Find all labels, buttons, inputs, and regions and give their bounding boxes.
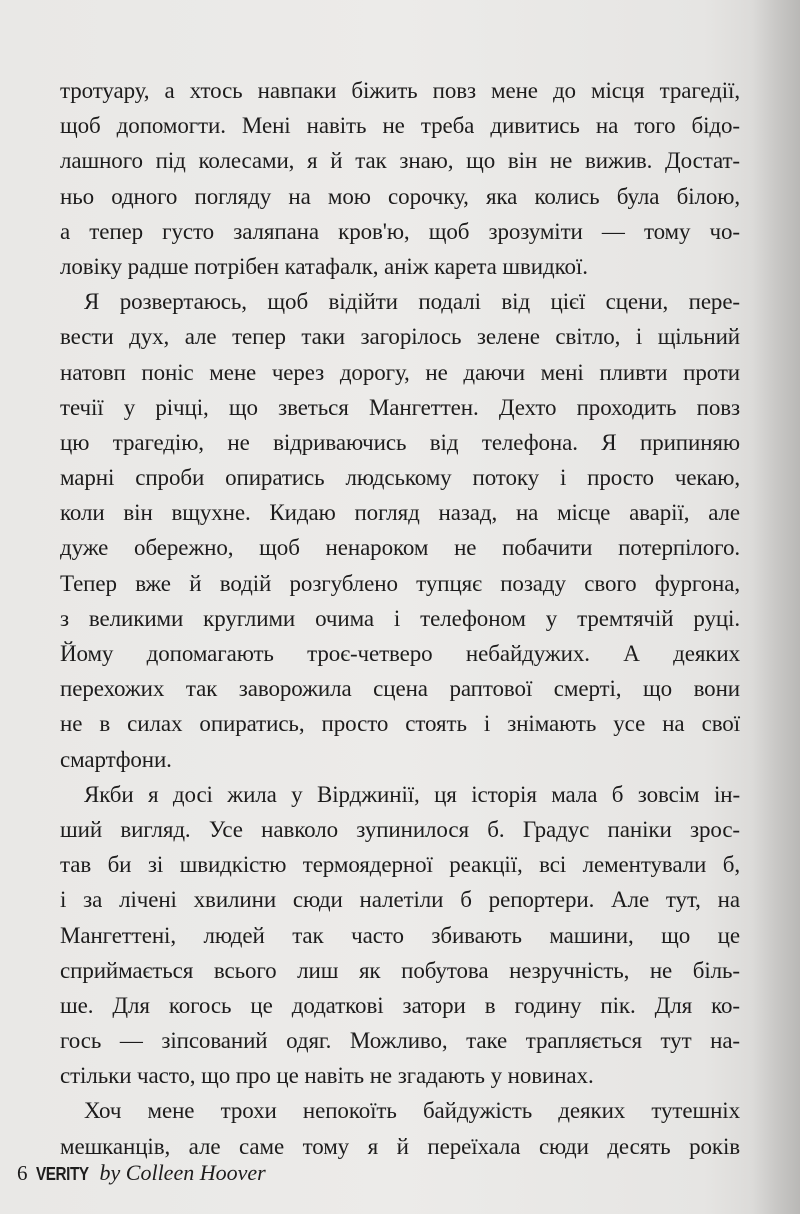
text-line: Йому допомагають троє-четверо небайдужих. А деяких [60, 641, 740, 666]
book-title: VERITY [35, 1164, 89, 1184]
text-line: лашного під колесами, я й так знаю, що він не вижив. Достат- [60, 148, 740, 174]
text-line: а тепер густо заляпана кров'ю, щоб зрозуміти — тому чо- [60, 218, 740, 244]
page-number: 6 [17, 1161, 28, 1185]
text-line: вести дух, але тепер таки загорілось зелене світло, і щільний [60, 324, 740, 350]
paragraph [60, 1093, 740, 1163]
text-line: Я розвертаюсь, щоб відійти подалі від цієї сцени, пере- [84, 289, 740, 315]
text-line: тротуару, а хтось навпаки біжить повз мене до місця трагедії, [60, 78, 740, 103]
author-byline: by Colleen Hoover [99, 1160, 266, 1185]
paragraph [60, 284, 740, 777]
text-line: з великими круглими очима і телефоном у тремтячій руці. [60, 605, 740, 631]
text-line: Якби я досі жила у Вірджинії, ця історія мала б зовсім ін- [84, 781, 740, 807]
text-line: стільки часто, що про це навіть не згадають у новинах. [60, 1063, 594, 1089]
text-line: дуже обережно, щоб ненароком не побачити потерпілого. [60, 535, 740, 561]
text-line: мешканців, але саме тому я й переїхала сюди десять років [60, 1133, 740, 1159]
paragraph [60, 777, 740, 1094]
text-line: ньо одного погляду на мою сорочку, яка колись була білою, [60, 183, 740, 209]
text-line: марні спроби опиратись людському потоку і просто чекаю, [60, 465, 740, 491]
text-line: натовп поніс мене через дорогу, не даючи мені пливти проти [60, 359, 740, 385]
text-line: тав би зі швидкістю термоядерної реакції, всі лементували б, [60, 852, 740, 878]
text-line: цю трагедію, не відриваючись від телефона. Я припиняю [60, 429, 740, 455]
text-line: Хоч мене трохи непокоїть байдужість деяких тутешніх [84, 1098, 740, 1124]
page-body-text [60, 73, 740, 1164]
text-line: ший вигляд. Усе навколо зупинилося б. Градус паніки зрос- [60, 816, 740, 842]
text-line: ше. Для когось це додаткові затори в годину пік. Для ко- [60, 992, 740, 1018]
text-line: гось — зіпсований одяг. Можливо, таке трапляється тут на- [60, 1028, 740, 1054]
text-line: Тепер вже й водій розгублено тупцяє позаду свого фургона, [60, 570, 740, 596]
text-line: коли він вщухне. Кидаю погляд назад, на місце аварії, але [60, 500, 740, 526]
running-footer [17, 1160, 266, 1186]
text-line: перехожих так заворожила сцена раптової смерті, що вони [60, 676, 740, 702]
text-line: Мангеттені, людей так часто збивають машини, що це [60, 922, 740, 948]
text-line: смартфони. [60, 746, 172, 772]
text-line: течії у річці, що зветься Мангеттен. Дехто проходить повз [60, 394, 740, 420]
text-line: ловіку радше потрібен катафалк, аніж карета швидкої. [60, 253, 588, 279]
text-line: сприймається всього лиш як побутова незручність, не біль- [60, 957, 740, 983]
text-line: щоб допомогти. Мені навіть не треба дивитись на того бідо- [60, 113, 740, 139]
paragraph [60, 73, 740, 284]
text-line: і за лічені хвилини сюди налетіли б репортери. Але тут, на [60, 887, 740, 913]
text-line: не в силах опиратись, просто стоять і знімають усе на свої [60, 711, 740, 737]
